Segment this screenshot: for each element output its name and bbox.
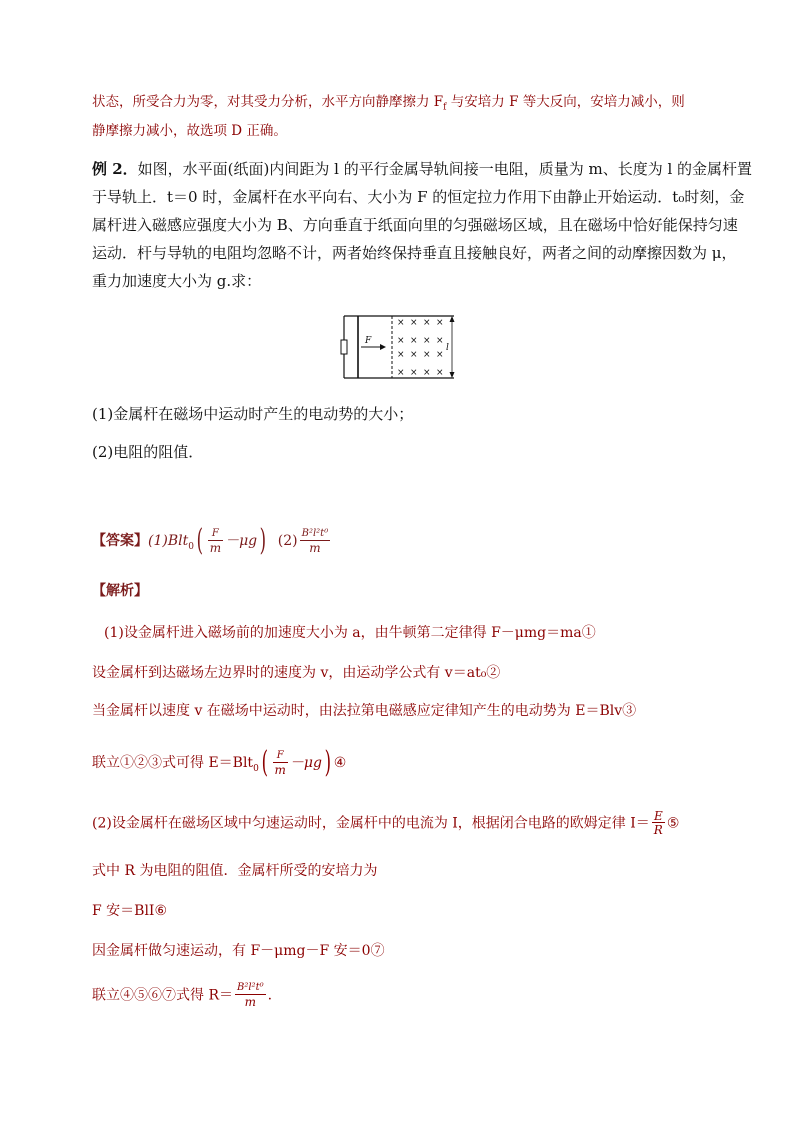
fraction-resistance [300,528,331,555]
cross: × [423,350,431,360]
previous-solution-line-1 [92,96,685,113]
paren-close-icon: ) [259,523,267,558]
cross: × [397,336,405,346]
frac-den: m [235,994,266,1009]
frac-num: F [211,527,219,539]
prev-text-1-tail: 与安培力 F 等大反向，安培力减小，则 [446,94,685,110]
analysis-step-7: F 安＝BlI⑥ [92,903,168,919]
analysis-step-6: 式中 R 为电阻的阻值．金属杆所受的安培力为 [92,863,378,879]
analysis-step-2: 设金属杆到达磁场左边界时的速度为 v，由运动学公式有 v＝at₀② [92,665,501,681]
analysis-step-3: 当金属杆以速度 v 在磁场中运动时，由法拉第电磁感应定律知产生的电动势为 E＝Blv③ [92,703,637,719]
question-line-5: 重力加速度大小为 g.求： [92,272,262,290]
length-label: l [446,343,449,353]
frac-num: B²l²t⁰ [237,982,264,993]
step4-text: 联立①②③式可得 E＝Blt [92,755,254,771]
paren-close-icon: ) [324,745,332,780]
cross: × [410,336,418,346]
question-label: 例 2． [92,160,138,178]
analysis-step-4 [92,745,347,780]
cross: × [423,336,431,346]
force-label: F [365,336,372,346]
sub-question-2: (2)电阻的阻值． [92,443,204,461]
analysis-label: 【解析】 [92,583,148,599]
resistor [341,340,347,354]
cross: × [436,336,444,346]
frac-den: m [209,540,222,555]
answer-part-2: (2) [277,533,298,549]
magnetic-field-crosses [397,318,444,378]
cross: × [410,350,418,360]
cross: × [436,318,444,328]
answer-label: 【答案】 [92,533,148,549]
analysis-step-9 [92,982,272,1009]
question-line-2: 于导轨上．t＝0 时，金属杆在水平向右、大小为 F 的恒定拉力作用下由静止开始运动．t₀时刻，金 [92,188,745,206]
frac-num: B²l²t⁰ [301,527,329,539]
frac-den: m [274,762,286,777]
circuit-figure [336,312,466,382]
frac-den: m [300,540,331,555]
cross: × [410,368,418,378]
sub-question-1: (1)金属杆在磁场中运动时产生的电动势的大小； [92,405,414,423]
step5-text: (2)设金属杆在磁场区域中匀速运动时，金属杆中的电流为 I，根据闭合电路的欧姆定律 I＝ [92,815,650,832]
answer-line [92,523,332,558]
paren-open-icon: ( [196,523,204,558]
prev-text-1: 状态，所受合力为零，对其受力分析，水平方向静摩擦力 F [92,94,444,110]
frac-num: E [653,809,663,823]
cross: × [397,350,405,360]
step4-tail: ④ [333,755,347,771]
question-line-3: 属杆进入磁感应强度大小为 B、方向垂直于纸面向里的匀强磁场区域，且在磁场中恰好能保持匀速 [92,216,738,234]
fraction-resistance [235,982,266,1009]
answer-sub: 0 [188,541,194,552]
question-line-4: 运动．杆与导轨的电阻均忽略不计，两者始终保持垂直且接触良好，两者之间的动摩擦因数为 μ， [92,244,737,262]
cross: × [423,318,431,328]
question-line-1 [92,162,752,177]
step9-tail: . [267,987,273,1004]
step9-text: 联立④⑤⑥⑦式得 R＝ [92,987,233,1004]
analysis-step-1: (1)设金属杆进入磁场前的加速度大小为 a，由牛顿第二定律得 F－μmg＝ma① [104,625,596,641]
prev-sub: f [443,102,447,113]
cross: × [423,368,431,378]
cross: × [410,318,418,328]
analysis-step-5 [92,810,679,837]
answer-part-1: (1)Blt [148,533,189,549]
cross: × [397,318,405,328]
step5-tail: ⑤ [666,815,680,832]
step4-sub: 0 [253,763,259,774]
previous-solution-line-2: 静摩擦力减小，故选项 D 正确。 [92,123,287,139]
cross: × [397,368,405,378]
fraction-f-over-m [273,750,288,777]
paren-open-icon: ( [261,745,268,780]
answer-minus: －μg [225,533,258,549]
cross: × [436,368,444,378]
fraction-f-over-m [208,528,223,555]
analysis-step-8: 因金属杆做匀速运动，有 F－μmg－F 安＝0⑦ [92,943,385,959]
question-text-1: 如图，水平面(纸面)内间距为 l 的平行金属导轨间接一电阻，质量为 m、长度为 l 的金属杆置 [137,160,753,178]
fraction-e-over-r [652,810,665,837]
cross: × [436,350,444,360]
frac-den: R [653,823,663,837]
step4-minus: －μg [289,755,322,771]
frac-num: F [276,749,284,761]
